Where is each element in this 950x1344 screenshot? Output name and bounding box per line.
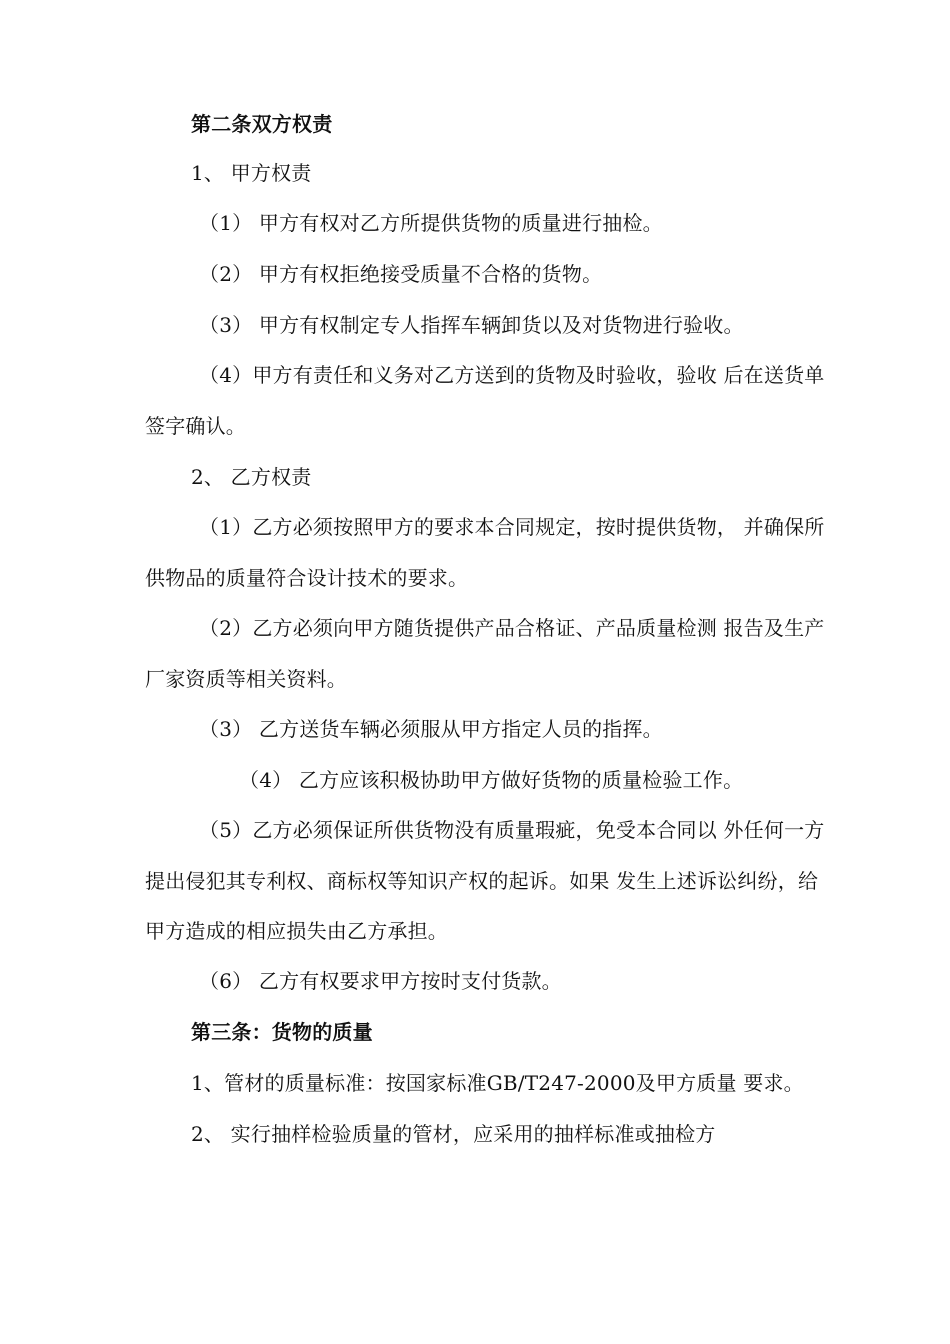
party-b-item-5-line-3: 甲方造成的相应损失由乙方承担。 (145, 919, 448, 943)
party-b-item-3: （3） 乙方送货车辆必须服从甲方指定人员的指挥。 (199, 717, 663, 741)
party-b-item-2-line-1: （2）乙方必须向甲方随货提供产品合格证、产品质量检测 报告及生产 (199, 616, 825, 640)
party-a-item-2: （2） 甲方有权拒绝接受质量不合格的货物。 (199, 262, 603, 286)
party-a-item-4-line-2: 签字确认。 (145, 414, 246, 438)
party-b-item-6: （6） 乙方有权要求甲方按时支付货款。 (199, 969, 562, 993)
section2-heading: 第二条双方权责 (191, 112, 333, 136)
party-a-heading: 1、 甲方权责 (191, 161, 312, 185)
party-b-item-1-line-1: （1）乙方必须按照甲方的要求本合同规定，按时提供货物， 并确保所 (199, 515, 825, 539)
party-a-item-1: （1） 甲方有权对乙方所提供货物的质量进行抽检。 (199, 211, 663, 235)
party-b-item-5-line-2: 提出侵犯其专利权、商标权等知识产权的起诉。如果 发生上述诉讼纠纷，给 (145, 869, 819, 893)
quality-item-2: 2、 实行抽样检验质量的管材，应采用的抽样标准或抽检方 (191, 1122, 716, 1146)
quality-item-1: 1、管材的质量标准：按国家标准GB/T247-2000及甲方质量 要求。 (191, 1071, 804, 1095)
section3-heading: 第三条：货物的质量 (191, 1020, 373, 1044)
party-a-item-4-line-1: （4）甲方有责任和义务对乙方送到的货物及时验收，验收 后在送货单 (199, 363, 825, 387)
party-b-item-4: （4） 乙方应该积极协助甲方做好货物的质量检验工作。 (239, 768, 744, 792)
party-b-item-5-line-1: （5）乙方必须保证所供货物没有质量瑕疵，免受本合同以 外任何一方 (199, 818, 825, 842)
party-b-item-1-line-2: 供物品的质量符合设计技术的要求。 (145, 566, 469, 590)
party-b-heading: 2、 乙方权责 (191, 465, 312, 489)
party-a-item-3: （3） 甲方有权制定专人指挥车辆卸货以及对货物进行验收。 (199, 313, 744, 337)
party-b-item-2-line-2: 厂家资质等相关资料。 (145, 667, 347, 691)
